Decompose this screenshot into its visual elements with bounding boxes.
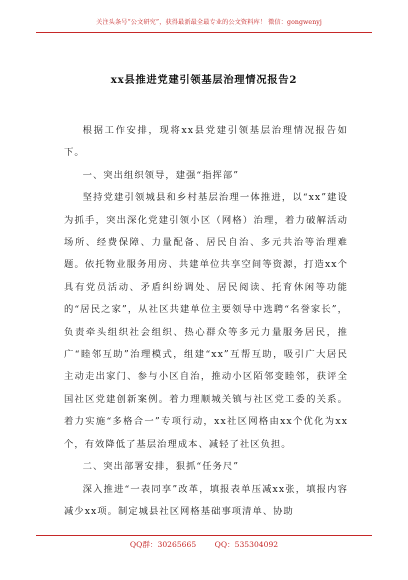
header-note: 关注头条号“公文研究”，获得最新最全最专业的公文资料库！ 微信：gongwenyj bbox=[96, 19, 322, 26]
heading-section-1: 一、突出组织领导，建强“指挥部” bbox=[82, 169, 240, 181]
footer bbox=[0, 539, 408, 550]
document-body bbox=[64, 120, 348, 523]
footer-qq: QQ：535304092 bbox=[214, 540, 279, 549]
document-title: xx县推进党建引领基层治理情况报告2 bbox=[110, 74, 298, 86]
header-divider bbox=[36, 32, 372, 33]
footer-divider bbox=[36, 535, 372, 536]
paragraph-intro: 根据工作安排，现将xx县党建引领基层治理情况报告如下。 bbox=[64, 125, 348, 159]
paragraph-section-1: 坚持党建引领城县和乡村基层治理一体推进，以“xx”建设为抓手，突出深化党建引领小区（网格）治理，着力破解活动场所、经费保障、力量配备、居民自治、多元共治等治理难题。依托物业服务用房、共建单位共享空间等资源，打造xx个具有党员活动、矛盾纠纷调处、居民阅读、托育休闲等功能的“居民之家”，从社区共建单位主要领导中选聘“名誉家长”，负责牵头组织社会组织、热心群众等多元力量服务居民，推广“睦邻互助”治理模式，组建“xx”互帮互助，吸引广大居民主动走出家门、参与小区自治，推动小区陌邻变睦邻，获评全国社区党建创新案例。着力理顺城关镇与社区党工委的关系。着力实施“多格合一”专项行动，xx社区网格由xx个优化为xx个，有效降低了基层治理成本、减轻了社区负担。 bbox=[64, 192, 348, 450]
footer-qq-group: QQ群：30265665 bbox=[129, 540, 197, 549]
heading-section-2: 二、突出部署安排，狠抓“任务尺” bbox=[82, 461, 240, 473]
paragraph-section-2: 深入推进“一表同享”改革，填报表单压减xx张，填报内容减少xx项。制定城县社区网格基础事项清单、协助 bbox=[64, 483, 348, 517]
